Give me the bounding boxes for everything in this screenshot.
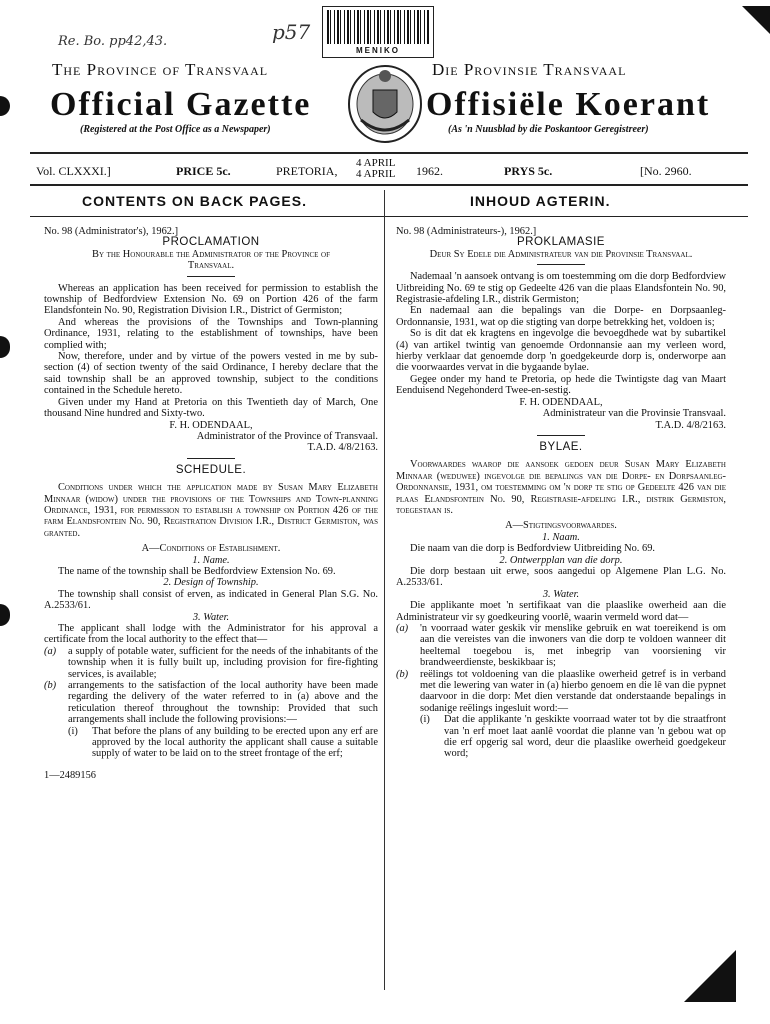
afrikaans-province: Die Provinsie Transvaal (432, 60, 627, 79)
issue-date (356, 158, 395, 180)
afrikaans-masthead-title: Offisiële Koerant (426, 86, 711, 123)
gazette-number: [No. 2960. (640, 164, 692, 178)
english-clause-2-heading: 2. Design of Township. (163, 577, 259, 589)
afrikaans-price: PRYS 5c. (504, 164, 553, 178)
corner-scan-mark (684, 950, 736, 1002)
afrikaans-item-b-label: (b) (396, 668, 409, 680)
afrikaans-by-line: Deur Sy Edele die Administrateur van die Provinsie Transvaal. (429, 248, 693, 260)
afrikaans-contents-notice: INHOUD AGTERIN. (470, 193, 611, 209)
afrikaans-clause-3-text: Die applikante moet 'n sertifikaat van die plaaslike owerheid aan die Administrateur vir sy goedkeuring voorlê, waarin vermeld word dat— (396, 600, 726, 623)
afrikaans-clause-2-text: Die dorp bestaan uit erwe, soos aangedui op Algemene Plan L.G. No. A.2533/61. (396, 565, 726, 589)
english-item-a-label: (a) (44, 645, 57, 657)
footer-print-code: 1—2489156 (44, 769, 96, 781)
english-province: The Province of Transvaal (52, 60, 269, 79)
afrikaans-clause-3-heading: 3. Water. (542, 588, 580, 600)
afrikaans-item-b (396, 669, 726, 715)
barcode-label (322, 6, 434, 58)
afrikaans-notice-number: No. 98 (Administrateurs-), 1962.] (396, 226, 537, 237)
header-rule (30, 152, 748, 154)
english-conditions-preamble: Conditions under which the application made by Susan Mary Elizabeth Minnaar (widow) under the provisions of the Townships and Town-planning Ordinance, 1931, for permission to establish a township on Portion 426 of the farm Elandsfontein No. 90, Registration Division I.R., District Germiston, was granted. (44, 482, 378, 539)
afrikaans-schedule-heading: BYLAE. (539, 440, 583, 453)
afrikaans-item-i-text: Dat die applikante 'n geskikte voorraad water tot by die straatfront van 'n erf moet laat aanlê voordat die planne van 'n gebou wat op die erf opgerig sal word, deur die plaaslike owerheid goedgekeur word; (444, 714, 726, 760)
afrikaans-registration-note: (As 'n Nuusblad by die Poskantoor Geregistreer) (448, 124, 649, 135)
afrikaans-so-is-dit-paragraph: So is dit dat ek kragtens en ingevolge die bevoegdhede wat by subartikel (4) van artikel twintig van genoemde Ordonnansie aan my verleen word, hierby verklaar dat genoemde dorp 'n goedgekeurde dorp is, onderworpe aan die voorwaardes vervat in die bygaande bylae. (396, 328, 726, 374)
barcode-text: MENIKO (356, 46, 400, 55)
english-masthead-title: Official Gazette (50, 86, 312, 123)
issue-rule (30, 184, 748, 186)
afrikaans-column (396, 226, 726, 760)
column-divider (384, 190, 385, 990)
corner-scan-mark (742, 6, 770, 34)
issue-date-afrikaans: 4 APRIL (356, 168, 396, 180)
handwritten-page-ref: p57 (272, 20, 311, 44)
english-whereas-paragraph: Whereas an application has been received for permission to establish the township of Bedfordview Extension No. 69 on Portion 426 of the farm Elandsfontein No. 90, Registration Division I.R., District of Germiston; (44, 282, 378, 317)
afrikaans-clause-1-text: Die naam van die dorp is Bedfordview Uitbreiding No. 69. (410, 543, 655, 555)
english-clause-1-heading: 1. Name. (192, 554, 230, 566)
english-proclamation-heading: PROCLAMATION (162, 236, 260, 249)
english-by-line: By the Honourable the Administrator of the Province of Transvaal. (92, 248, 330, 272)
afrikaans-proclamation-heading: PROKLAMASIE (517, 236, 605, 249)
english-given-paragraph: Given under my Hand at Pretoria on this Twentieth day of March, One thousand Nine hundred and Sixty-two. (44, 396, 378, 420)
afrikaans-item-a-text: 'n voorraad water geskik vir menslike gebruik en wat toereikend is om aan die vereistes van die inwoners van die dorp te voldoen wanneer dit heeltemal toegebou is, met inbegrip van voorsiening vir brandweerdienste, beskikbaar is; (420, 623, 726, 669)
english-item-b (44, 680, 378, 726)
issue-date-english: 4 APRIL (356, 157, 396, 169)
english-contents-notice: CONTENTS ON BACK PAGES. (82, 193, 307, 209)
english-price: PRICE 5c. (176, 164, 231, 178)
afrikaans-signatory-title: Administrateur van die Provinsie Transvaal. (542, 408, 726, 420)
english-signatory-title: Administrator of the Province of Transvaal. (196, 430, 378, 442)
english-item-i-text: That before the plans of any building to be erected upon any erf are approved by the local authority the applicant shall cause a suitable supply of water to be laid on to the street frontage of the erf; (92, 725, 378, 760)
english-divider (187, 276, 235, 277)
afrikaans-conditions-preamble: Voorwaardes waarop die aansoek gedoen deur Susan Mary Elizabeth Minnaar (weduwee) ingevolge die bepalings van die Dorpe- en Dorpsaanleg-Ordonnansie, 1931, om toestemming om 'n dorp te stig op Gedeelte 426 van die plaas Elandsfontein No. 90, Registrasie-afdeling I.R., distrik Germiston, toegestaan is. (396, 459, 726, 516)
english-signatory-name: F. H. ODENDAAL, (169, 419, 253, 431)
english-column (44, 226, 378, 781)
english-item-b-text: arrangements to the satisfaction of the local authority have been made regarding the delivery of the water referred to in (a) above and the reticulation thereof throughout the township: Provided that such arrangements shall include the following provisions:— (68, 680, 378, 726)
binding-hole-mark (0, 96, 10, 116)
afrikaans-section-a-heading: A—Stigtingsvoorwaardes. (505, 520, 617, 532)
place-of-publication: PRETORIA, (276, 164, 338, 178)
english-item-i-label: (i) (68, 725, 78, 737)
english-section-a-heading: A—Conditions of Establishment. (141, 543, 281, 555)
english-divider (187, 458, 235, 459)
english-file-reference: T.A.D. 4/8/2163. (307, 442, 378, 454)
afrikaans-file-reference: T.A.D. 4/8/2163. (655, 419, 726, 431)
binding-hole-mark (0, 336, 10, 358)
english-item-b-label: (b) (44, 680, 57, 692)
english-clause-2-text: The township shall consist of erven, as indicated in General Plan S.G. No. A.2533/61. (44, 588, 378, 612)
afrikaans-item-i-label: (i) (420, 714, 430, 726)
english-registration-note: (Registered at the Post Office as a Newspaper) (80, 124, 271, 135)
english-schedule-heading: SCHEDULE. (175, 463, 247, 476)
english-clause-3-text: The applicant shall lodge with the Administrator for his approval a certificate from the local authority to the effect that— (44, 623, 378, 646)
afrikaans-item-a (396, 623, 726, 669)
english-item-a-text: a supply of potable water, sufficient for the needs of the inhabitants of the township when it is fully built up, including provision for fire-fighting services, is available; (68, 645, 378, 680)
coat-of-arms-seal-icon (343, 60, 427, 144)
english-item-a (44, 646, 378, 680)
afrikaans-divider (537, 435, 585, 436)
afrikaans-nademaal-paragraph: Nademaal 'n aansoek ontvang is om toestemming om die dorp Bedfordview Uitbreiding No. 69 te stig op Gedeelte 426 van die plaas Elandsfontein No. 90, Registrasie-afdeling I.R., distrik Germiston; (396, 271, 726, 306)
volume-number: Vol. CLXXXI.] (36, 164, 111, 178)
english-now-therefore-paragraph: Now, therefore, under and by virtue of the powers vested in me by sub-section (4) of section twenty of the said Ordinance, I hereby declare that the said township shall be an approved township, subject to the conditions contained in the Schedule hereto. (44, 351, 378, 397)
english-item-i (44, 726, 378, 760)
binding-hole-mark (0, 604, 10, 626)
afrikaans-item-a-label: (a) (396, 623, 409, 634)
english-clause-1-text: The name of the township shall be Bedfordview Extension No. 69. (58, 565, 336, 577)
afrikaans-gegee-paragraph: Gegee onder my hand te Pretoria, op hede die Twintigste dag van Maart Eenduisend Negehonderd Twee-en-sestig. (396, 373, 726, 397)
english-and-whereas-paragraph: And whereas the provisions of the Townships and Town-planning Ordinance, 1931, relating to the establishment of townships, have been complied with; (44, 316, 378, 351)
afrikaans-item-b-text: reëlings tot voldoening van die plaaslike owerheid getref is in verband met die lewering van water in (a) hierbo genoem en die lê van die pypnet daarvoor in die dorp: Met dien verstande dat onderstaande bepalings in sodanige reëlings ingesluit word:— (420, 668, 726, 714)
contents-rule (30, 216, 748, 217)
handwritten-note: Re. Bo. pp42,43. (58, 34, 168, 49)
afrikaans-divider (537, 264, 585, 265)
afrikaans-clause-2-heading: 2. Ontwerpplan van die dorp. (499, 554, 623, 566)
barcode-bars (327, 10, 429, 44)
issue-year: 1962. (416, 164, 443, 178)
english-notice-number: No. 98 (Administrator's), 1962.] (44, 226, 179, 237)
afrikaans-item-i (396, 714, 726, 760)
english-clause-3-heading: 3. Water. (192, 611, 230, 623)
afrikaans-clause-1-heading: 1. Naam. (542, 531, 580, 543)
afrikaans-signatory-name: F. H. ODENDAAL, (519, 396, 603, 408)
afrikaans-en-nademaal-paragraph: En nademaal aan die bepalings van die Dorpe- en Dorpsaanleg-Ordonnansie, 1931, wat op die stigting van dorpe betrekking het, voldoen is; (396, 305, 726, 328)
